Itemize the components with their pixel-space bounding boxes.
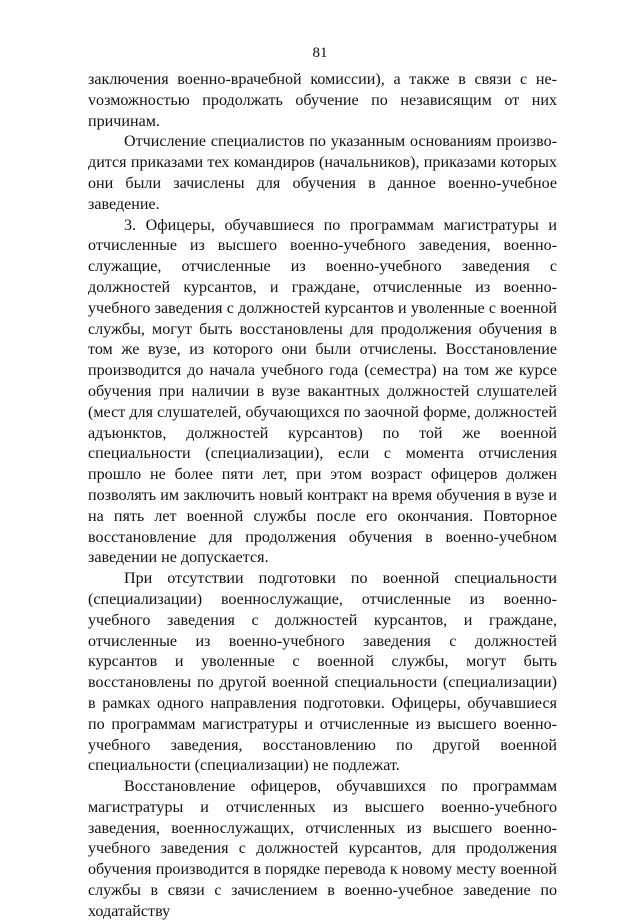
paragraph-item-3-reinstatement: 3. Офицеры, обучавшиеся по программам магистратуры и отчисленные из высшего военно-учебного заведения, военнослужащие, отчисленные из военно-учебного заведения с должностей курсантов, и граждане, отчисленные из военно-учебного заведения с должностей курсантов и уволенные с военной службы, могут быть восстановлены для продолжения обучения в том же вузе, из которого они были отчислены. Восстановление производится до начала учебного года (семестра) на том же курсе обучения при наличии в вузе вакантных должностей слушателей (мест для слушателей, обучающихся по заочной форме, должностей адъюнктов, должностей курсантов) по той же военной специальности (специализации), если с момента отчисления прошло не более пяти лет, при этом возраст офицеров должен позволять им заключить новый контракт на время обучения в вузе и на пять лет военной службы после его окончания. Повторное восстановление для продолжения обучения в военно-учебном заведении не допускается. [88,216,557,567]
paragraph-officer-reinstatement: Восстановление офицеров, обучавшихся по программам магистратуры и отчисленных из высшего военно-учебного заведения, военнослужащих, отчисленных из высшего военно-учебного заведения с должностей курсантов, для продолжения обучения производится в порядке перевода к новому месту военной службы в связи с зачислением в военно-учебное заведение по ходатайству [88,778,557,920]
paragraph-other-specialty: При отсутствии подготовки по военной специальности (специализации) военнослужащие, отчисленные из военно-учебного заведения с должностей курсантов, и граждане, отчисленные из военно-учебного заведения с должностей курсантов и уволенные с военной службы, могут быть восстановлены по другой военной специальности (специализации) в рамках одного направления подготовки. Офицеры, обучавшиеся по программам магистратуры и отчисленные из высшего военно-учебного заведения, восстановлению по другой военной специальности (специализации) не подлежат. [88,570,557,775]
paragraph-expulsion-orders: Отчисление специалистов по указанным основаниям производится приказами тех командиров (начальников), приказами которых они были зачислены для обучения в данное военно-учебное заведение. [88,133,557,213]
document-body [88,70,557,923]
page-number: 81 [312,45,328,61]
paragraph-continuation: заключения военно-врачебной комиссии), а также в связи с неvозможностью продолжать обучение по независящим от них причинам. [88,71,557,130]
